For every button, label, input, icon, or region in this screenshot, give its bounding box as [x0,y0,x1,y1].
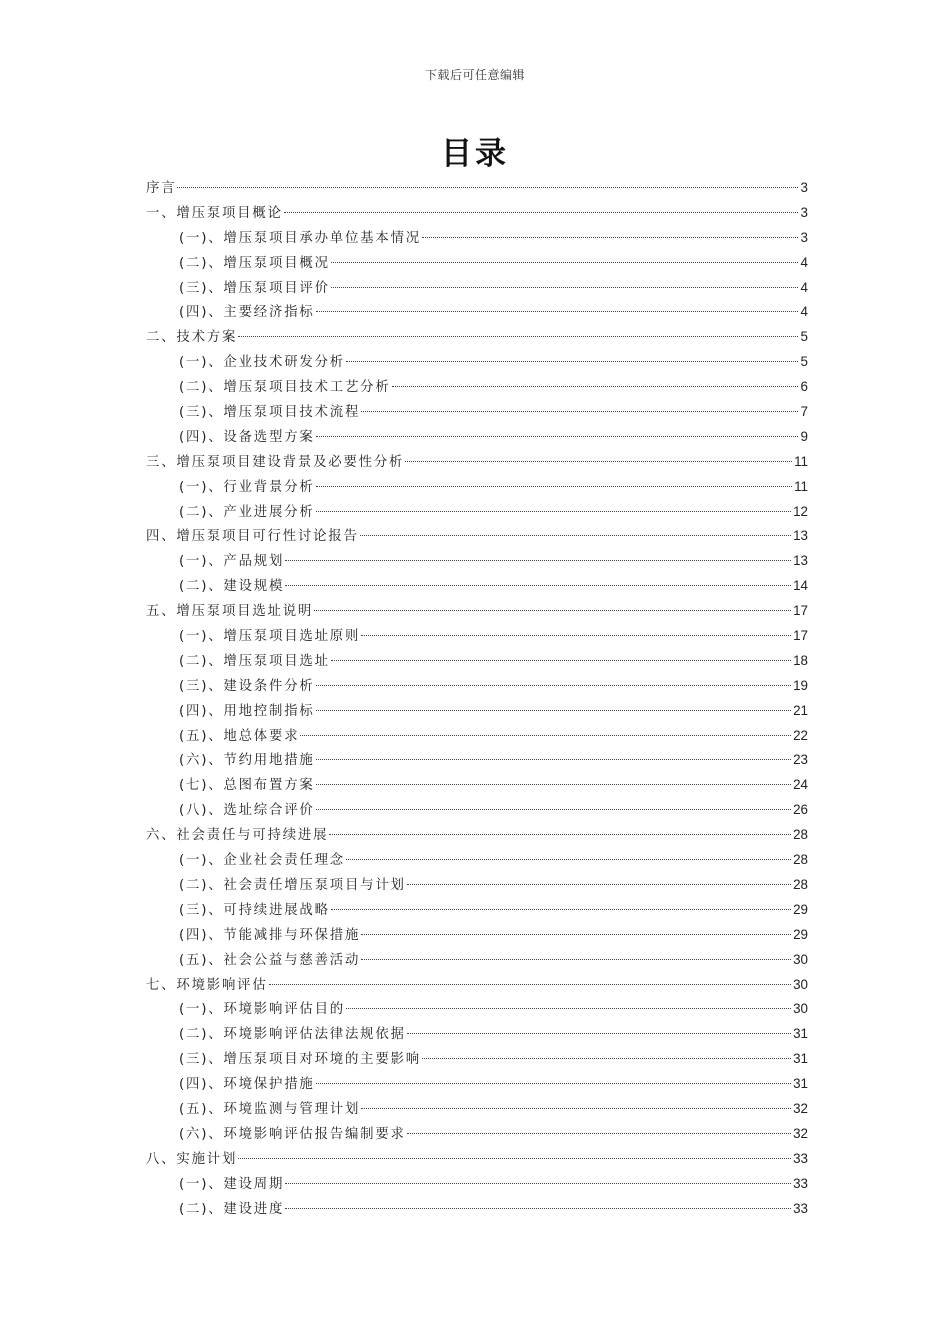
toc-dot-leader [238,336,798,337]
toc-page-number: 28 [793,876,808,892]
toc-entry-text: 八、实施计划 [146,1151,238,1167]
toc-entry-text: (一)、环境影响评估目的 [179,1002,345,1018]
toc-entry-text: (七)、总图布置方案 [179,778,315,794]
toc-dot-leader [331,287,798,288]
toc-page-number: 28 [793,827,808,843]
toc-entry[interactable] [146,873,808,898]
toc-entry[interactable] [146,724,808,749]
toc-page-number: 5 [800,354,808,370]
toc-dot-leader [285,560,791,561]
toc-page-number: 13 [793,553,808,569]
toc-dot-leader [361,635,791,636]
toc-dot-leader [269,984,792,985]
toc-page-number: 12 [793,503,808,519]
toc-dot-leader [422,237,798,238]
toc-entry-text: (四)、环境保护措施 [179,1077,315,1093]
toc-entry[interactable] [146,400,808,425]
toc-dot-leader [316,486,793,487]
toc-dot-leader [316,809,792,810]
toc-entry[interactable] [146,201,808,226]
toc-title: 目录 [441,136,509,172]
header-note: 下载后可任意编辑 [424,68,525,82]
toc-entry[interactable] [146,1072,808,1097]
toc-entry[interactable] [146,375,808,400]
toc-entry-text: 四、增压泵项目可行性讨论报告 [146,529,359,545]
toc-entry[interactable] [146,1147,808,1172]
toc-entry[interactable] [146,176,808,201]
toc-dot-leader [346,859,791,860]
toc-entry-text: (四)、主要经济指标 [179,305,315,321]
toc-page-number: 29 [793,926,808,942]
toc-entry[interactable] [146,773,808,798]
toc-entry[interactable] [146,948,808,973]
toc-page-number: 30 [793,976,808,992]
toc-page-number: 11 [794,478,808,494]
toc-dot-leader [407,884,791,885]
toc-dot-leader [361,959,791,960]
toc-dot-leader [346,1008,791,1009]
toc-entry[interactable] [146,1097,808,1122]
toc-entry-text: (四)、用地控制指标 [179,703,315,719]
toc-entry-text: (三)、增压泵项目对环境的主要影响 [179,1052,421,1068]
toc-entry-text: (三)、建设条件分析 [179,678,315,694]
toc-entry[interactable] [146,973,808,998]
toc-entry-text: 一、增压泵项目概论 [146,205,283,221]
toc-page-number: 30 [793,1001,808,1017]
toc-dot-leader [300,735,791,736]
toc-entry[interactable] [146,425,808,450]
toc-page-number: 3 [800,204,808,220]
toc-page-number: 33 [793,1150,808,1166]
toc-entry-text: (一)、增压泵项目承办单位基本情况 [179,230,421,246]
toc-entry[interactable] [146,300,808,325]
toc-entry-text: (二)、增压泵项目选址 [179,653,330,669]
toc-entry-text: (二)、增压泵项目概况 [179,255,330,271]
toc-entry[interactable] [146,748,808,773]
toc-entry[interactable] [146,475,808,500]
toc-page-number: 26 [793,802,808,818]
toc-page-number: 33 [793,1175,808,1191]
toc-entry-text: (一)、企业社会责任理念 [179,853,345,869]
toc-dot-leader [329,834,791,835]
toc-page-number: 11 [794,453,808,469]
toc-entry[interactable] [146,1197,808,1222]
toc-entry-text: (三)、增压泵项目技术流程 [179,405,361,421]
toc-entry[interactable] [146,350,808,375]
toc-page-number: 32 [793,1125,808,1141]
toc-page-number: 7 [800,404,808,420]
toc-list [146,176,808,1221]
toc-dot-leader [316,784,792,785]
toc-page-number: 31 [793,1051,808,1067]
toc-page-number: 9 [800,428,808,444]
toc-entry-text: (六)、环境影响评估报告编制要求 [179,1126,406,1142]
toc-dot-leader [331,660,791,661]
toc-dot-leader [392,386,798,387]
toc-page-number: 31 [793,1076,808,1092]
toc-entry[interactable] [146,251,808,276]
toc-entry-text: (二)、社会责任增压泵项目与计划 [179,877,406,893]
toc-page-number: 17 [793,628,808,644]
toc-page-number: 13 [793,528,808,544]
toc-page-number: 21 [793,702,808,718]
toc-entry[interactable] [146,549,808,574]
toc-entry[interactable] [146,450,808,475]
toc-entry[interactable] [146,524,808,549]
toc-page-number: 22 [793,727,808,743]
toc-entry[interactable] [146,674,808,699]
toc-dot-leader [407,1133,791,1134]
toc-entry[interactable] [146,997,808,1022]
toc-entry[interactable] [146,923,808,948]
toc-dot-leader [284,212,798,213]
toc-entry-text: 三、增压泵项目建设背景及必要性分析 [146,454,405,470]
toc-page-number: 28 [793,852,808,868]
toc-dot-leader [285,1208,791,1209]
toc-entry[interactable] [146,798,808,823]
toc-dot-leader [331,909,791,910]
toc-entry-text: (一)、建设周期 [179,1176,285,1192]
toc-dot-leader [407,1033,791,1034]
toc-entry[interactable] [146,1047,808,1072]
toc-entry-text: (一)、产品规划 [179,554,285,570]
toc-entry-text: (五)、社会公益与慈善活动 [179,952,361,968]
toc-entry[interactable] [146,1122,808,1147]
toc-entry[interactable] [146,649,808,674]
toc-entry-text: (五)、地总体要求 [179,728,300,744]
toc-entry[interactable] [146,624,808,649]
toc-dot-leader [285,1183,791,1184]
toc-entry[interactable] [146,226,808,251]
toc-page-number: 29 [793,901,808,917]
toc-dot-leader [316,710,792,711]
toc-page-number: 4 [800,254,808,270]
toc-dot-leader [316,1083,792,1084]
toc-page-number: 23 [793,752,808,768]
toc-page-number: 30 [793,951,808,967]
toc-entry[interactable] [146,599,808,624]
toc-entry[interactable] [146,574,808,599]
toc-entry-text: 五、增压泵项目选址说明 [146,604,314,620]
toc-entry[interactable] [146,699,808,724]
toc-entry-text: (四)、设备选型方案 [179,429,315,445]
toc-page-number: 18 [793,652,808,668]
toc-dot-leader [346,361,798,362]
toc-page-number: 14 [793,578,808,594]
toc-entry-text: (二)、建设规模 [179,579,285,595]
toc-dot-leader [238,1158,791,1159]
toc-dot-leader [285,585,791,586]
toc-page-number: 17 [793,603,808,619]
toc-dot-leader [405,461,792,462]
toc-dot-leader [177,187,798,188]
toc-dot-leader [361,1108,791,1109]
toc-entry[interactable] [146,898,808,923]
toc-page-number: 6 [800,379,808,395]
toc-entry-text: (一)、企业技术研发分析 [179,355,345,371]
toc-entry[interactable] [146,276,808,301]
toc-entry-text: (一)、行业背景分析 [179,479,315,495]
toc-page-number: 3 [800,180,808,195]
toc-entry-text: 七、环境影响评估 [146,977,268,993]
toc-page-number: 19 [793,677,808,693]
toc-page-number: 3 [800,229,808,245]
toc-entry-text: (三)、可持续进展战略 [179,902,330,918]
toc-entry[interactable] [146,848,808,873]
toc-dot-leader [361,934,791,935]
toc-entry[interactable] [146,500,808,525]
toc-entry-text: (四)、节能减排与环保措施 [179,927,361,943]
toc-entry[interactable] [146,823,808,848]
toc-dot-leader [316,759,792,760]
toc-entry-text: 序言 [146,181,177,196]
toc-dot-leader [422,1058,791,1059]
toc-dot-leader [314,610,791,611]
toc-dot-leader [316,436,798,437]
toc-dot-leader [360,535,791,536]
toc-entry-text: (二)、建设进度 [179,1201,285,1217]
toc-entry-text: (五)、环境监测与管理计划 [179,1101,361,1117]
toc-dot-leader [316,685,792,686]
toc-dot-leader [316,311,798,312]
toc-entry-text: (六)、节约用地措施 [179,753,315,769]
toc-page-number: 4 [800,304,808,320]
toc-dot-leader [361,411,798,412]
toc-dot-leader [316,511,792,512]
toc-entry[interactable] [146,1022,808,1047]
toc-page-number: 32 [793,1100,808,1116]
toc-page-number: 33 [793,1200,808,1216]
toc-entry-text: (二)、环境影响评估法律法规依据 [179,1027,406,1043]
toc-dot-leader [331,262,798,263]
toc-entry-text: (八)、选址综合评价 [179,803,315,819]
toc-entry-text: 二、技术方案 [146,330,238,346]
toc-entry-text: (三)、增压泵项目评价 [179,280,330,296]
toc-page-number: 24 [793,777,808,793]
toc-entry[interactable] [146,1172,808,1197]
toc-page-number: 4 [800,279,808,295]
toc-entry-text: (二)、产业进展分析 [179,504,315,520]
toc-entry-text: (一)、增压泵项目选址原则 [179,629,361,645]
toc-entry[interactable] [146,325,808,350]
toc-entry-text: 六、社会责任与可持续进展 [146,828,329,844]
toc-page-number: 31 [793,1026,808,1042]
toc-page-number: 5 [800,329,808,345]
toc-entry-text: (二)、增压泵项目技术工艺分析 [179,380,391,396]
